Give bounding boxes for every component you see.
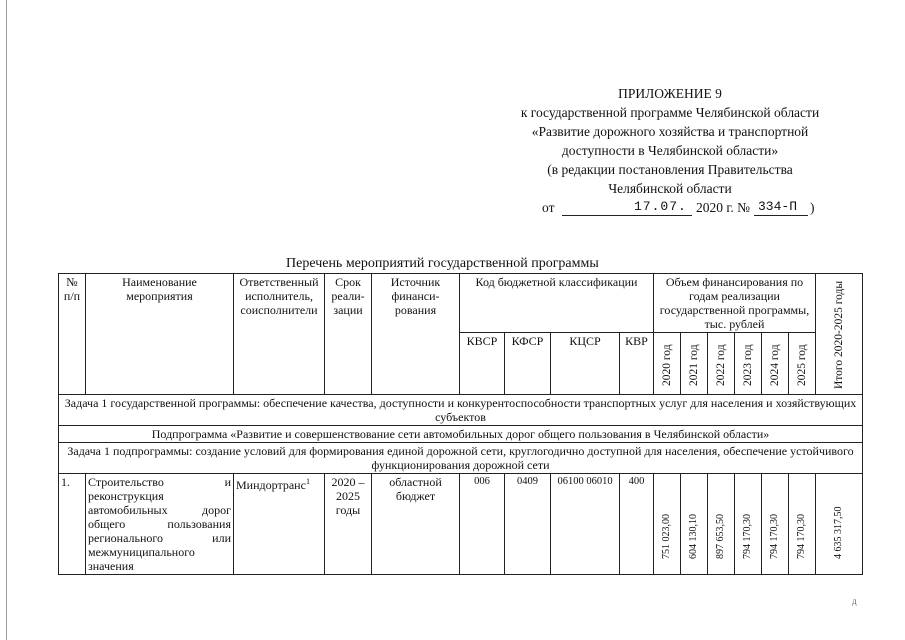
col-header-year <box>681 333 708 395</box>
header-line-1: к государственной программе Челябинской области <box>520 105 820 120</box>
value-text: 794 170,30 <box>742 514 753 559</box>
col-header-kcsr: КЦСР <box>551 333 620 395</box>
appendix-header <box>470 84 870 218</box>
year-label: 2023 год <box>742 344 754 386</box>
side-mark: д <box>852 596 857 606</box>
value-text: 751 023,00 <box>661 514 672 559</box>
row-kvsr: 006 <box>460 474 505 575</box>
subprogram-row: Подпрограмма «Развитие и совершенствование сети автомобильных дорог общего пользования в Челябинской области» <box>59 426 863 443</box>
row-number: 1. <box>59 474 86 575</box>
col-header-total <box>816 274 863 395</box>
col-header-year <box>708 333 735 395</box>
subtask-row: Задача 1 подпрограммы: создание условий для формирования единой дорожной сети, круглогодично доступной для населения, обеспечение устойчивого функционирования дорожной сети <box>59 443 863 474</box>
table-row <box>59 474 863 575</box>
col-header-term: Срок реали-зации <box>325 274 372 395</box>
year-label: 2025 год <box>796 344 808 386</box>
col-header-kvr: КВР <box>620 333 654 395</box>
header-line-2: «Развитие дорожного хозяйства и транспортной <box>531 124 809 139</box>
resolution-date-line <box>470 198 870 218</box>
row-value-2024 <box>762 474 789 575</box>
row-executor <box>234 474 325 575</box>
resolution-number: 334-П <box>758 199 798 214</box>
appendix-title: ПРИЛОЖЕНИЕ 9 <box>618 86 722 101</box>
value-text: 794 170,30 <box>769 514 780 559</box>
task-row: Задача 1 государственной программы: обеспечение качества, доступности и конкурентоспособности транспортных услуг для населения и хозяйствующих субъектов <box>59 395 863 426</box>
col-header-number: № п/п <box>59 274 86 395</box>
row-value-2022 <box>708 474 735 575</box>
from-label: от <box>542 200 555 215</box>
total-text: 4 635 317,50 <box>833 506 844 559</box>
header-line-4: (в редакции постановления Правительства <box>547 162 793 177</box>
row-kfsr: 0409 <box>505 474 551 575</box>
resolution-date: 17.07. <box>634 199 687 214</box>
col-header-volume: Объем финансирования по годам реализации государственной программы, тыс. рублей <box>654 274 816 333</box>
year-label: 2024 год <box>769 344 781 386</box>
col-header-name: Наименование мероприятия <box>86 274 234 395</box>
row-value-2025 <box>789 474 816 575</box>
col-header-kfsr: КФСР <box>505 333 551 395</box>
col-header-total-text: Итого 2020-2025 годы <box>833 280 845 389</box>
col-header-source: Источник финанси-рования <box>372 274 460 395</box>
col-header-executor: Ответственный исполнитель, соисполнители <box>234 274 325 395</box>
col-header-budget-code: Код бюджетной классификации <box>460 274 654 333</box>
col-header-kvsr: КВСР <box>460 333 505 395</box>
value-text: 604 130,10 <box>688 514 699 559</box>
header-line-3: доступности в Челябинской области» <box>561 143 779 158</box>
row-value-2021 <box>681 474 708 575</box>
table-caption: Перечень мероприятий государственной программы <box>286 256 599 271</box>
header-line-5: Челябинской области <box>608 181 732 196</box>
value-text: 897 653,50 <box>715 514 726 559</box>
year-number-label: 2020 г. № <box>696 200 751 215</box>
year-label: 2021 год <box>688 344 700 386</box>
row-total <box>816 474 863 575</box>
row-value-2020 <box>654 474 681 575</box>
page-left-edge <box>6 0 7 640</box>
col-header-year <box>735 333 762 395</box>
row-value-2023 <box>735 474 762 575</box>
row-term: 2020 – 2025 годы <box>325 474 372 575</box>
row-name: Строительство и реконструкция автомобильных дорог общего пользования регионального или межмуниципального значения <box>86 474 234 575</box>
row-source: областной бюджет <box>372 474 460 575</box>
row-executor-footnote: 1 <box>305 477 310 486</box>
col-header-year <box>789 333 816 395</box>
col-header-year <box>762 333 789 395</box>
measures-table <box>58 273 863 575</box>
col-header-year <box>654 333 681 395</box>
value-text: 794 170,30 <box>796 514 807 559</box>
row-kcsr: 06100 06010 <box>551 474 620 575</box>
year-label: 2022 год <box>715 344 727 386</box>
year-label: 2020 год <box>661 344 673 386</box>
row-executor-text: Миндортранс <box>236 478 306 492</box>
row-kvr: 400 <box>620 474 654 575</box>
closing-paren: ) <box>810 200 815 215</box>
